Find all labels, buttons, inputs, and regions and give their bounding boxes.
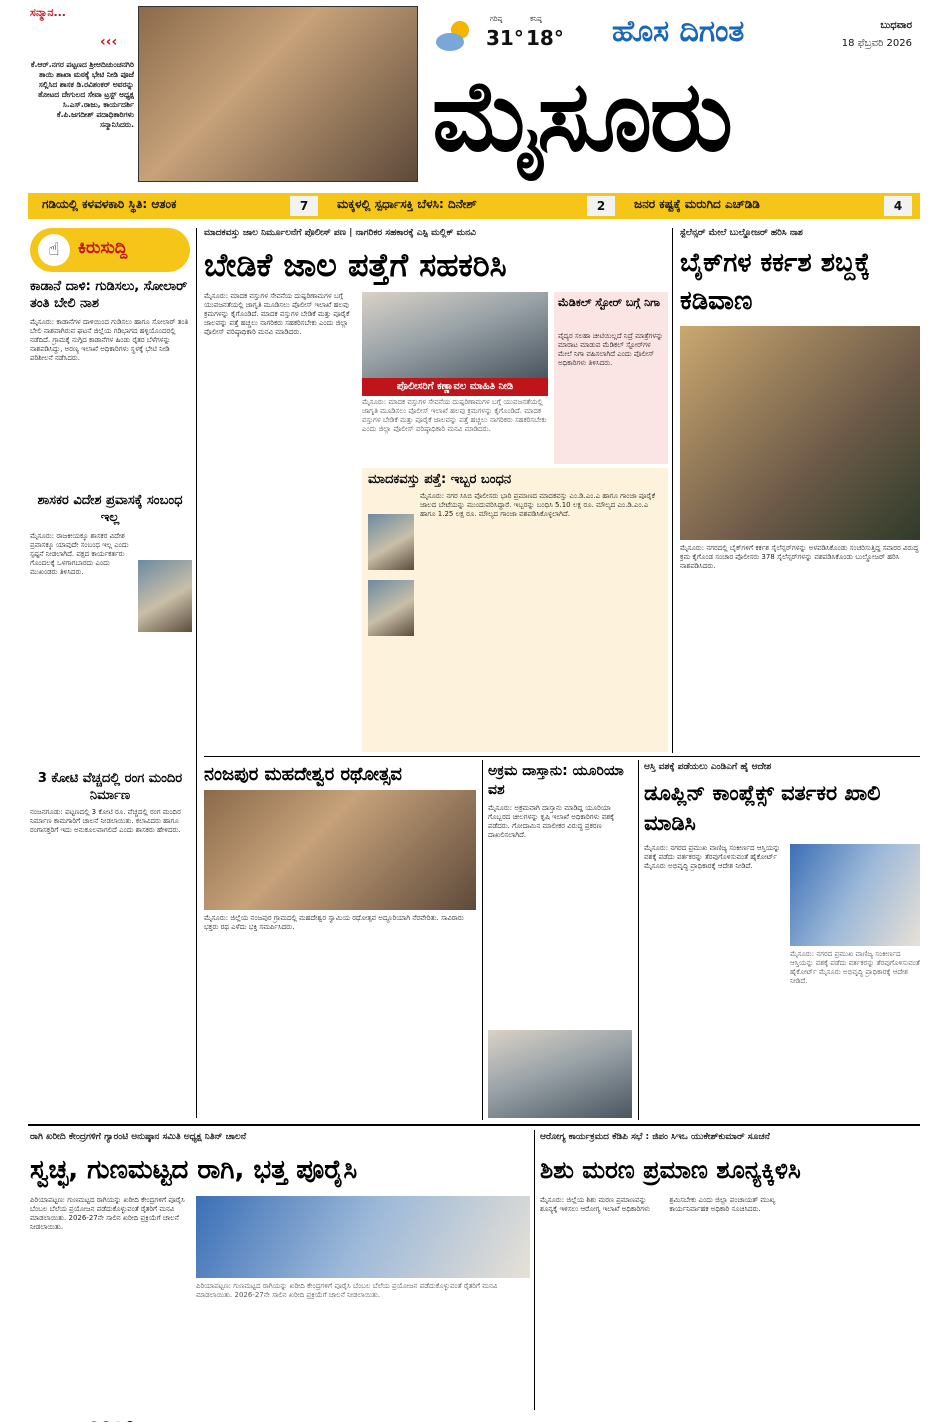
lead-photo-subtext: ಮೈಸೂರು: ಮಾದಕ ವಸ್ತುಗಳ ಸೇವನೆಯ ದುಷ್ಪರಿಣಾಮಗಳ ಬಗ್ಗೆ ಯುವಜನತೆಯಲ್ಲಿ ಜಾಗೃತಿ ಮೂಡಿಸಲು ಪೊಲೀಸ್ ಇಲಾಖೆ ಹಲವು ಕ್ರಮಗಳನ್ನು ಕೈಗೊಂಡಿದೆ. ಮಾದಕ ವಸ್ತುಗಳ ಬೇಡಿಕೆ ಮತ್ತು ಪೂರೈಕೆ ಜಾಲವನ್ನು ಪತ್ತೆ ಹಚ್ಚಲು ನಾಗರಿಕರು ಸಹಕರಿಸಬೇಕು ಎಂದು ಜಿಲ್ಲಾ ಪೊಲೀಸ್ ವರಿಷ್ಠಾಧಿಕಾರಿ ಮನವಿ ಮಾಡಿದರು.: [362, 398, 547, 433]
dupli-body: ಮೈಸೂರು: ನಗರದ ಪ್ರಮುಖ ವಾಣಿಜ್ಯ ಸಂಕೀರ್ಣದ ಆಸ್ತಿಯನ್ನು ವಶಕ್ಕೆ ಪಡೆದು ವರ್ತಕರನ್ನು ತೆರವುಗೊಳಿಸುವಂತೆ ಹೈಕೋರ್ಟ್ ಮೈಸೂರು ಅಭಿವೃದ್ಧಿ ಪ್ರಾಧಿಕಾರಕ್ಕೆ ಆದೇಶ ನೀಡಿದೆ.: [644, 844, 781, 870]
weather-min-temp: 18°: [526, 26, 564, 50]
health-body: ಮೈಸೂರು: ಜಿಲ್ಲೆಯ ಶಿಶು ಮರಣ ಪ್ರಮಾಣವನ್ನು ಶೂನ್ಯಕ್ಕೆ ಇಳಿಸಲು ಆರೋಗ್ಯ ಇಲಾಖೆ ಅಧಿಕಾರಿಗಳು ಶ್ರಮಿಸಬೇಕು ಎಂದು ಜಿಲ್ಲಾ ಪಂಚಾಯತ್ ಮುಖ್ಯ ಕಾರ್ಯನಿರ್ವಾಹಕ ಅಧಿಕಾರಿ ಸೂಚಿಸಿದರು.: [540, 1196, 776, 1213]
medical-sidebar: [554, 292, 668, 464]
bulldozer-photo: [680, 326, 920, 540]
left-item3-title: 3 ಕೋಟಿ ವೆಚ್ಚದಲ್ಲಿ ರಂಗ ಮಂದಿರ ನಿರ್ಮಾಣ: [37, 771, 183, 803]
ticker-text: ಗಡಿಯಲ್ಲಿ ಕಳವಳಕಾರಿ ಸ್ಥಿತಿ: ಆತಂಕ: [42, 197, 177, 211]
accused-photo-1: [368, 514, 414, 570]
arrest-body: ಮೈಸೂರು: ನಗರ ಸಿಸಿಬಿ ಪೊಲೀಸರು ಭಾರಿ ಪ್ರಮಾಣದ ಮಾದಕವಸ್ತು ಎಂ.ಡಿ.ಎಂ.ಎ ಹಾಗೂ ಗಾಂಜಾ ಪೂರೈಕೆ ಜಾಲದ ಬೇಟೆಯನ್ನು ಮುಂದುವರಿಸಿದ್ದಾರೆ. ಇಬ್ಬರನ್ನು ಬಂಧಿಸಿ 5.10 ಲಕ್ಷ ರೂ. ಮೌಲ್ಯದ ಎಂ.ಡಿ.ಎಂ.ಎ ಹಾಗೂ 1.25 ಲಕ್ಷ ರೂ. ಮೌಲ್ಯದ ಗಾಂಜಾ ವಶಪಡಿಸಿಕೊಳ್ಳಲಾಗಿದೆ.: [420, 492, 656, 518]
lead-kicker: ಮಾದಕವಸ್ತು ಜಾಲ ನಿರ್ಮೂಲನೆಗೆ ಪೊಲೀಸ್ ಪಣ | ನಾಗರಿಕರ ಸಹಕಾರಕ್ಕೆ ಎಸ್ಪಿ ಮಲ್ಲಿಕ್ ಮನವಿ: [204, 228, 476, 238]
akrama-body: ಮೈಸೂರು: ಅಕ್ರಮವಾಗಿ ದಾಸ್ತಾನು ಮಾಡಿದ್ದ ಯೂರಿಯಾ ಗೊಬ್ಬರದ ಚೀಲಗಳನ್ನು ಕೃಷಿ ಇಲಾಖೆ ಅಧಿಕಾರಿಗಳು ವಶಕ್ಕೆ ಪಡೆದರು. ಗೋದಾಮಿನ ಮಾಲೀಕರ ವಿರುದ್ಧ ಪ್ರಕರಣ ದಾಖಲಿಸಲಾಗಿದೆ.: [488, 804, 615, 839]
bike-body: ಮೈಸೂರು: ನಗರದಲ್ಲಿ ಬೈಕ್‌ಗಳಿಗೆ ಕರ್ಕಶ ಸೈಲೆನ್ಸರ್‌ಗಳನ್ನು ಅಳವಡಿಸಿಕೊಂಡು ಸಂಚರಿಸುತ್ತಿದ್ದ ಸವಾರರ ವಿರುದ್ಧ ಕ್ರಮ ಕೈಗೊಂಡ ಸಂಚಾರ ಪೊಲೀಸರು 378 ಸೈಲೆನ್ಸರ್‌ಗಳನ್ನು ವಶಪಡಿಸಿಕೊಂಡು ಬುಲ್ಡೋಜರ್ ಹರಿಸಿ ನಾಶಪಡಿಸಿದರು.: [680, 544, 919, 570]
bike-kicker: ಸ್ಟೆಲೆನ್ಸರ್ ಮೇಲೆ ಬುಲ್ಡೋಜರ್ ಹರಿಸಿ ನಾಶ: [680, 228, 803, 238]
sannana-caption: ಕೆ.ಆರ್.ನಗರ ಪಟ್ಟಣದ ಶ್ರೀಆದಿಚುಂಚನಗಿರಿ ತಾಯಿ ಶಾಖಾ ಮಠಕ್ಕೆ ಭೇಟಿ ನೀಡಿ ಪೂಜೆ ಸಲ್ಲಿಸಿದ ಶಾಸಕ ಡಿ.ರವಿಶಂಕರ್ ಅವರನ್ನು ತೋಟದ ದೇಗುಲದ ಸೇವಾ ಟ್ರಸ್ಟ್ ಅಧ್ಯಕ್ಷ ಸಿ.ಎಸ್.ರಾಜು, ಕಾರ್ಯದರ್ಶಿ ಕೆ.ಪಿ.ಜಗದೀಶ್ ಪದಾಧಿಕಾರಿಗಳು ಸನ್ಮಾನಿಸಿದರು.: [30, 60, 134, 129]
ticker-item-1[interactable]: [28, 193, 325, 219]
ticker-text: ಜನರ ಕಷ್ಟಕ್ಕೆ ಮರುಗಿದ ಎಚ್‌ಡಿಡಿ: [634, 197, 760, 211]
ticker-page: 7: [290, 196, 318, 216]
left-item3-body: ನಂಜನಗೂಡು: ಪಟ್ಟಣದಲ್ಲಿ 3 ಕೋಟಿ ರೂ. ವೆಚ್ಚದಲ್ಲಿ ರಂಗ ಮಂದಿರ ನಿರ್ಮಾಣ ಕಾಮಗಾರಿಗೆ ಚಾಲನೆ ನೀಡಲಾಯಿತು. ಕಲಾವಿದರು ಹಾಗೂ ರಂಗಾಸಕ್ತರಿಗೆ ಇದು ಅನುಕೂಲವಾಗಲಿದೆ ಎಂದು ಶಾಸಕರು ಹೇಳಿದರು.: [30, 808, 181, 834]
registration-marks: [90, 1414, 150, 1422]
ticker-page: 4: [884, 196, 912, 216]
ticker-bar: [28, 193, 920, 219]
lead-headline: ಬೇಡಿಕೆ ಜಾಲ ಪತ್ತೆಗೆ ಸಹಕರಿಸಿ: [204, 246, 507, 284]
complex-photo: [790, 844, 920, 946]
sidebar-body: ವೈದ್ಯರ ಸಲಹಾ ಚೀಟಿಯಿಲ್ಲದೆ ನಿದ್ರೆ ಮಾತ್ರೆಗಳನ್ನು ಮಾರಾಟ ಮಾಡುವ ಮೆಡಿಕಲ್ ಸ್ಟೋರ್‌ಗಳ ಮೇಲೆ ನಿಗಾ ವಹಿಸಲಾಗಿದೆ ಎಂದು ಪೊಲೀಸ್ ಅಧಿಕಾರಿಗಳು ತಿಳಿಸಿದರು.: [558, 332, 664, 367]
chevron-left-icon: ‹‹‹: [100, 34, 118, 48]
lead-body: ಮೈಸೂರು: ಮಾದಕ ವಸ್ತುಗಳ ಸೇವನೆಯ ದುಷ್ಪರಿಣಾಮಗಳ ಬಗ್ಗೆ ಯುವಜನತೆಯಲ್ಲಿ ಜಾಗೃತಿ ಮೂಡಿಸಲು ಪೊಲೀಸ್ ಇಲಾಖೆ ಹಲವು ಕ್ರಮಗಳನ್ನು ಕೈಗೊಂಡಿದೆ. ಮಾದಕ ವಸ್ತುಗಳ ಬೇಡಿಕೆ ಮತ್ತು ಪೂರೈಕೆ ಜಾಲವನ್ನು ಪತ್ತೆ ಹಚ್ಚಲು ನಾಗರಿಕರು ಸಹಕರಿಸಬೇಕು ಎಂದು ಜಿಲ್ಲಾ ಪೊಲೀಸ್ ವರಿಷ್ಠಾಧಿಕಾರಿ ಮನವಿ ಮಾಡಿದರು.: [204, 292, 350, 336]
left-item2-title: ಶಾಸಕರ ವಿದೇಶ ಪ್ರವಾಸಕ್ಕೆ ಸಂಬಂಧ ಇಲ್ಲ: [37, 493, 183, 525]
hand-icon: ☝: [38, 234, 70, 266]
left-item1-title: ಕಾಡಾನೆ ದಾಳಿ: ಗುಡಿಸಲು, ಸೋಲಾರ್ ತಂತಿ ಬೇಲಿ ನಾಶ: [30, 279, 188, 311]
divider: [672, 228, 673, 753]
accused-photo-2: [368, 580, 414, 636]
lead-photo-caption: ಪೊಲೀಸರಿಗೆ ಕಣ್ಣಾವಲ ಮಾಹಿತಿ ನೀಡಿ: [362, 378, 548, 396]
ragi-kicker: ರಾಗಿ ಖರೀದಿ ಕೇಂದ್ರಗಳಿಗೆ ಗ್ಯಾರಂಟಿ ಅನುಷ್ಠಾನ ಸಮಿತಿ ಅಧ್ಯಕ್ಷ ನಿತಿನ್ ಚಾಲನೆ: [30, 1132, 247, 1142]
health-headline: ಶಿಶು ಮರಣ ಪ್ರಮಾಣ ಶೂನ್ಯಕ್ಕಿಳಿಸಿ: [540, 1156, 801, 1184]
ragi-body: ಪಿರಿಯಾಪಟ್ಟಣ: ಗುಣಮಟ್ಟದ ರಾಗಿಯನ್ನು ಖರೀದಿ ಕೇಂದ್ರಗಳಿಗೆ ಪೂರೈಸಿ ಬೆಂಬಲ ಬೆಲೆಯ ಪ್ರಯೋಜನ ಪಡೆದುಕೊಳ್ಳುವಂತೆ ರೈತರಿಗೆ ಮನವಿ ಮಾಡಲಾಯಿತು. 2026-27ನೇ ಸಾಲಿನ ಖರೀದಿ ಪ್ರಕ್ರಿಯೆಗೆ ಚಾಲನೆ ನೀಡಲಾಯಿತು.: [30, 1196, 185, 1231]
divider: [28, 1124, 920, 1126]
divider: [482, 760, 483, 1120]
dupli-kicker: ಆಸ್ತಿ ವಶಕ್ಕೆ ಪಡೆಯಲು ಎಂಡಿಎಗೆ ಹೈ ಆದೇಶ: [644, 762, 772, 772]
cloud-sun-icon: [434, 18, 474, 54]
divider: [638, 760, 639, 1120]
rath-title: ನಂಜಪುರ ಮಹದೇಶ್ವರ ರಥೋತ್ಸವ: [204, 764, 402, 785]
ragi-headline: ಸ್ವಚ್ಛ, ಗುಣಮಟ್ಟದ ರಾಗಿ, ಭತ್ತ ಪೂರೈಸಿ: [30, 1155, 358, 1185]
paper-name: ಹೊಸ ದಿಗಂತ: [612, 14, 745, 49]
rath-photo: [204, 790, 476, 910]
health-kicker: ಆರೋಗ್ಯ ಕಾರ್ಯಕ್ರಮದ ಕೆಡಿಪಿ ಸಭೆ : ಜಿಪಂ ಸಿಇಒ ಯುಕೇಶ್‌ಕುಮಾರ್ ಸೂಚನೆ: [540, 1132, 770, 1142]
city-title: ಮೈಸೂರು: [432, 60, 731, 174]
kirusuddi-label: ಕಿರುಸುದ್ದಿ: [78, 238, 128, 258]
police-press-photo: [362, 292, 548, 378]
divider: [196, 228, 197, 1118]
sannana-label: ಸನ್ಮಾನ...: [30, 6, 66, 19]
ticker-item-2[interactable]: [325, 193, 622, 219]
divider: [204, 756, 920, 757]
dupli-headline: ಡೂಪ್ಲಿನ್ ಕಾಂಪ್ಲೆಕ್ಸ್ ವರ್ತಕರ ಖಾಲಿ ಮಾಡಿಸಿ: [644, 781, 881, 835]
ragi-photo: [196, 1196, 530, 1278]
ticker-page: 2: [587, 196, 615, 216]
legislator-photo: [138, 560, 192, 632]
akrama-title: ಅಕ್ರಮ ದಾಸ್ತಾನು: ಯೂರಿಯಾ ವಶ: [488, 763, 624, 798]
rath-body: ಮೈಸೂರು: ಜಿಲ್ಲೆಯ ನಂಜಪುರ ಗ್ರಾಮದಲ್ಲಿ ಮಹದೇಶ್ವರ ಸ್ವಾಮಿಯ ರಥೋತ್ಸವ ಅದ್ದೂರಿಯಾಗಿ ನೆರವೇರಿತು. ಸಾವಿರಾರು ಭಕ್ತರು ರಥ ಎಳೆದು ಭಕ್ತಿ ಸಮರ್ಪಿಸಿದರು.: [204, 914, 464, 931]
ticker-text: ಮಕ್ಕಳಲ್ಲಿ ಸ್ಪರ್ಧಾಸಕ್ತಿ ಬೆಳಸಿ: ದಿನೇಶ್: [337, 197, 477, 211]
bike-headline: ಬೈಕ್‌ಗಳ ಕರ್ಕಶ ಶಬ್ದಕ್ಕೆ ಕಡಿವಾಣ: [680, 248, 871, 316]
weather-widget: [434, 14, 564, 58]
weather-max-label: ಗರಿಷ್ಠ: [490, 15, 503, 23]
left-item1-body: ಮೈಸೂರು: ಕಾಡಾನೆಗಳ ದಾಳಿಯಿಂದ ಗುಡಿಸಲು ಹಾಗೂ ಸೋಲಾರ್ ತಂತಿ ಬೇಲಿ ನಾಶವಾಗಿರುವ ಘಟನೆ ಜಿಲ್ಲೆಯ ಗಡಿಭಾಗದ ಹಳ್ಳಿಯೊಂದರಲ್ಲಿ ನಡೆದಿದೆ. ಗ್ರಾಮಕ್ಕೆ ನುಗ್ಗಿದ ಕಾಡಾನೆಗಳ ಹಿಂಡು ರೈತರ ಬೆಳೆಗಳನ್ನು ನಾಶಪಡಿಸಿದ್ದು, ಅರಣ್ಯ ಇಲಾಖೆ ಅಧಿಕಾರಿಗಳು ಸ್ಥಳಕ್ಕೆ ಭೇಟಿ ನೀಡಿ ಪರಿಶೀಲನೆ ನಡೆಸಿದರು.: [30, 318, 189, 362]
date-label: 18 ಫೆಬ್ರವರಿ 2026: [841, 38, 912, 49]
weather-max-temp: 31°: [486, 26, 524, 50]
left-item2-body: ಮೈಸೂರು: ರಾಜಕೀಯಕ್ಕೂ ಶಾಸಕರ ವಿದೇಶ ಪ್ರವಾಸಕ್ಕೂ ಯಾವುದೇ ಸಂಬಂಧ ಇಲ್ಲ ಎಂದು ಸ್ಪಷ್ಟನೆ ನೀಡಲಾಗಿದೆ. ಪಕ್ಷದ ಕಾರ್ಯಕರ್ತರು ಗೊಂದಲಕ್ಕೆ ಒಳಗಾಗಬಾರದು ಎಂದು ಮುಖಂಡರು ತಿಳಿಸಿದರು.: [30, 532, 129, 576]
day-label: ಬುಧವಾರ: [880, 20, 912, 31]
divider: [534, 1130, 535, 1410]
dupli-body-cont: ಮೈಸೂರು: ನಗರದ ಪ್ರಮುಖ ವಾಣಿಜ್ಯ ಸಂಕೀರ್ಣದ ಆಸ್ತಿಯನ್ನು ವಶಕ್ಕೆ ಪಡೆದು ವರ್ತಕರನ್ನು ತೆರವುಗೊಳಿಸುವಂತೆ ಹೈಕೋರ್ಟ್ ಮೈಸೂರು ಅಭಿವೃದ್ಧಿ ಪ್ರಾಧಿಕಾರಕ್ಕೆ ಆದೇಶ ನೀಡಿದೆ.: [790, 950, 920, 985]
ragi-body-cont: ಪಿರಿಯಾಪಟ್ಟಣ: ಗುಣಮಟ್ಟದ ರಾಗಿಯನ್ನು ಖರೀದಿ ಕೇಂದ್ರಗಳಿಗೆ ಪೂರೈಸಿ ಬೆಂಬಲ ಬೆಲೆಯ ಪ್ರಯೋಜನ ಪಡೆದುಕೊಳ್ಳುವಂತೆ ರೈತರಿಗೆ ಮನವಿ ಮಾಡಲಾಯಿತು. 2026-27ನೇ ಸಾಲಿನ ಖರೀದಿ ಪ್ರಕ್ರಿಯೆಗೆ ಚಾಲನೆ ನೀಡಲಾಯಿತು.: [196, 1282, 498, 1299]
arrest-title: ಮಾದಕವಸ್ತು ಪತ್ತೆ: ಇಬ್ಬರ ಬಂಧನ: [368, 472, 512, 487]
weather-min-label: ಕನಿಷ್ಠ: [530, 15, 542, 23]
kirusuddi-box: [30, 228, 190, 272]
sidebar-title: ಮೆಡಿಕಲ್ ಸ್ಟೋರ್ ಬಗ್ಗೆ ನಿಗಾ: [558, 296, 661, 309]
urea-photo: [488, 1030, 632, 1118]
ticker-item-3[interactable]: [622, 193, 920, 219]
sannana-photo: [138, 6, 418, 182]
arrest-box: [362, 468, 668, 752]
